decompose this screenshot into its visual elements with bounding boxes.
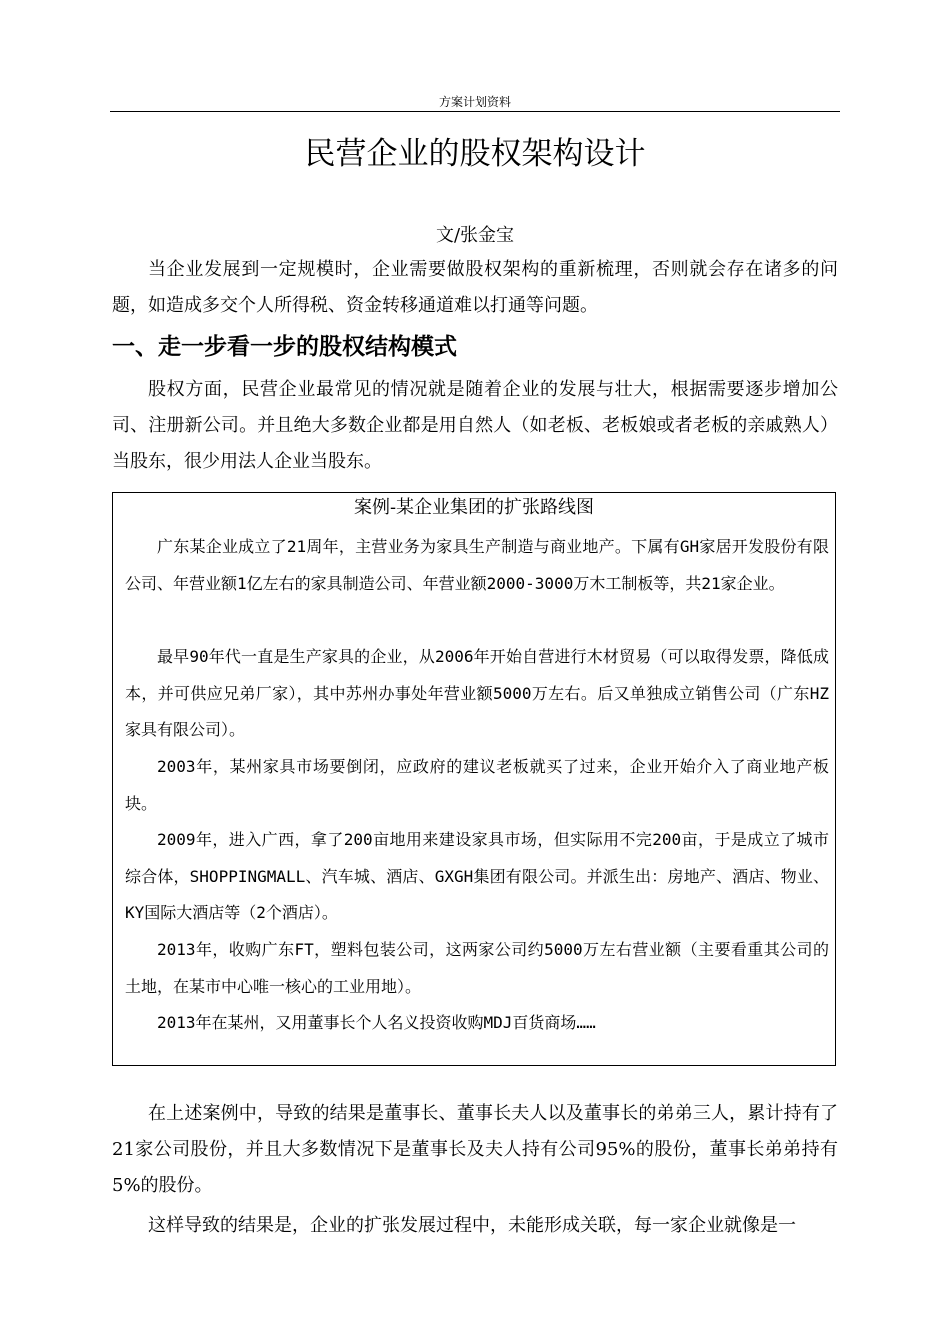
author-line: 文/张金宝 — [435, 225, 515, 246]
intro-paragraph: 当企业发展到一定规模时，企业需要做股权架构的重新梳理，否则就会存在诸多的问题，如造成多交个人所得税、资金转移通道难以打通等问题。 — [112, 259, 838, 316]
case-paragraph: 2003年，某州家具市场要倒闭，应政府的建议老板就买了过来，企业开始介入了商业地产板块。 — [125, 757, 829, 813]
document-title: 民营企业的股权架构设计 — [304, 136, 646, 172]
case-paragraph: 最早90年代一直是生产家具的企业，从2006年开始自营进行木材贸易（可以取得发票，降低成本，并可供应兄弟厂家），其中苏州办事处年营业额5000万左右。后又单独成立销售公司（广东HZ家具有限公司）。 — [125, 647, 829, 739]
case-paragraph: 2013年在某州，又用董事长个人名义投资收购MDJ百货商场…… — [157, 1013, 596, 1032]
section-heading-1: 一、走一步看一步的股权结构模式 — [112, 334, 457, 360]
case-study-title: 案例-某企业集团的扩张路线图 — [353, 497, 595, 518]
case-study-box — [112, 492, 836, 1066]
case-paragraph: 广东某企业成立了21周年，主营业务为家具生产制造与商业地产。下属有GH家居开发股份有限公司、年营业额1亿左右的家具制造公司、年营业额2000-3000万木工制板等，共21家企业。 — [125, 537, 829, 593]
case-paragraph: 2013年，收购广东FT，塑料包装公司，这两家公司约5000万左右营业额（主要看重其公司的土地，在某市中心唯一核心的工业用地）。 — [125, 940, 829, 996]
section-1-paragraph: 股权方面，民营企业最常见的情况就是随着企业的发展与壮大，根据需要逐步增加公司、注册新公司。并且绝大多数企业都是用自然人（如老板、老板娘或者老板的亲戚熟人）当股东，很少用法人企业当股东。 — [112, 379, 838, 472]
after-case-paragraph: 在上述案例中，导致的结果是董事长、董事长夫人以及董事长的弟弟三人，累计持有了21家公司股份，并且大多数情况下是董事长及夫人持有公司95%的股份，董事长弟弟持有5%的股份。 — [112, 1103, 838, 1196]
running-header: 方案计划资料 — [110, 94, 840, 112]
after-case-paragraph: 这样导致的结果是，企业的扩张发展过程中，未能形成关联，每一家企业就像是一 — [148, 1215, 796, 1236]
case-paragraph: 2009年，进入广西，拿了200亩地用来建设家具市场，但实际用不完200亩，于是成立了城市综合体，SHOPPINGMALL、汽车城、酒店、GXGH集团有限公司。并派生出：房地产、酒店、物业、KY国际大酒店等（2个酒店）。 — [125, 830, 829, 922]
